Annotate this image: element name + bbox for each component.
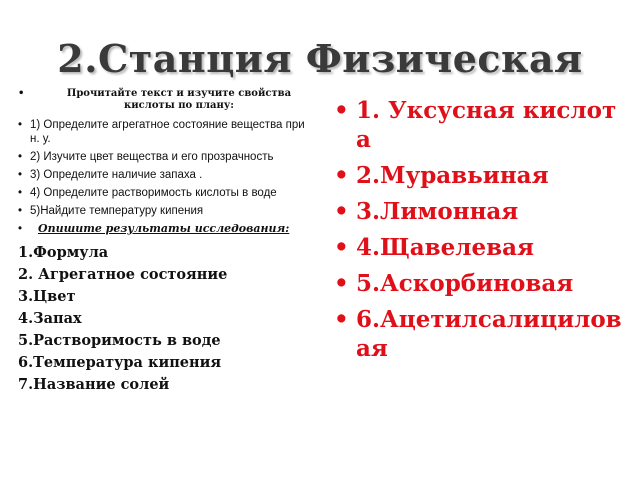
acid-item-citric: • 3.Лимонная — [334, 197, 630, 226]
slide-title: 2.Станция Физическая — [57, 36, 583, 81]
instruction-step-4: • 4) Определите растворимость кислоты в воде — [18, 186, 314, 200]
describe-results-heading — [18, 222, 314, 236]
plan-item-solubility: 5.Растворимость в воде — [18, 332, 221, 349]
plan-item-salt-names: 7.Название солей — [18, 376, 170, 393]
plan-item-color: 3.Цвет — [18, 288, 76, 305]
acids-column — [334, 96, 630, 370]
acid-item-acetic: • 1. Уксусная кислота — [334, 96, 630, 154]
instruction-step-5: • 5)Найдите температуру кипения — [18, 204, 314, 218]
instruction-step-1: • 1) Определите агрегатное состояние вещества при н. у. — [18, 118, 314, 146]
acid-item-acetylsalicylic: • 6.Ацетилсалициловая — [334, 305, 630, 363]
plan-item-formula: 1.Формула — [18, 244, 109, 261]
describe-results-label: Опишите результаты исследования: — [38, 222, 290, 235]
plan-item-state: 2. Агрегатное состояние — [18, 266, 228, 283]
results-plan-list — [18, 242, 314, 396]
instructions-intro: • Прочитайте текст и изучите свойства кислоты по плану: — [18, 88, 314, 112]
acid-item-oxalic: • 4.Щавелевая — [334, 233, 630, 262]
acid-item-formic: • 2.Муравьиная — [334, 161, 630, 190]
plan-item-smell: 4.Запах — [18, 310, 82, 327]
plan-item-boiling-point: 6.Температура кипения — [18, 354, 222, 371]
acid-item-ascorbic: • 5.Аскорбиновая — [334, 269, 630, 298]
instruction-step-2: • 2) Изучите цвет вещества и его прозрачность — [18, 150, 314, 164]
instructions-column — [18, 88, 314, 396]
instruction-step-3: • 3) Определите наличие запаха . — [18, 168, 314, 182]
